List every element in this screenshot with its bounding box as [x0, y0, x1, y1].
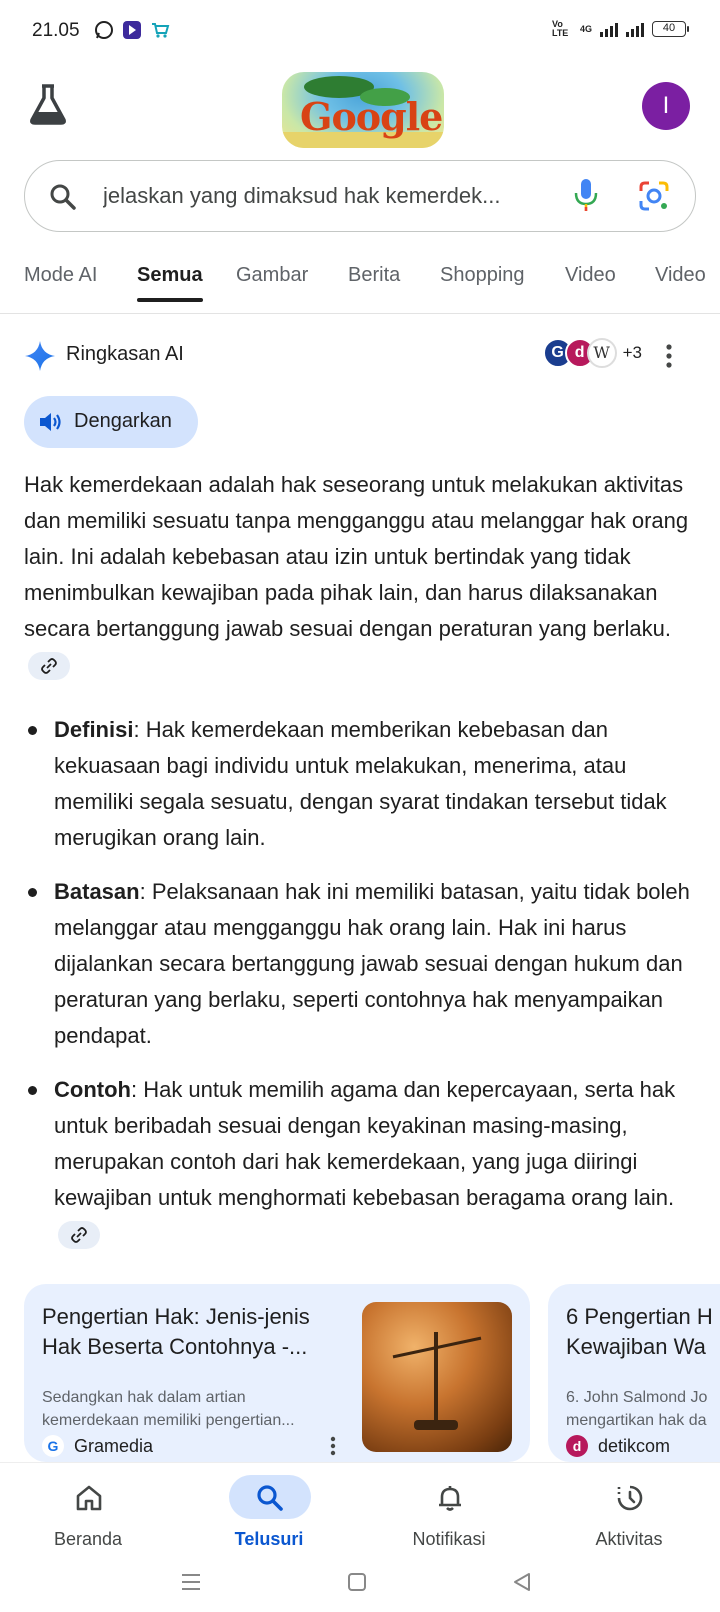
tab-berita[interactable]: Berita — [348, 264, 401, 286]
back-icon[interactable] — [512, 1572, 532, 1592]
search-icon — [255, 1483, 285, 1513]
intro-text: Hak kemerdekaan adalah hak seseorang untuk melakukan aktivitas dan memiliki sesuatu tanpa mengganggu atau melanggar hak orang lain. Ini adalah kebebasan atau izin untuk bertindak yang tidak menimbulkan kewajiban pada pihak lain, dan harus dilaksanakan secara bertanggung jawab sesuai dengan peraturan yang berlaku. — [24, 472, 689, 641]
home-button-icon[interactable] — [347, 1572, 367, 1592]
recent-apps-icon[interactable] — [180, 1572, 202, 1592]
network-type: 4G — [579, 24, 592, 34]
card-source-name: Gramedia — [74, 1435, 154, 1456]
card-more-icon[interactable] — [330, 1436, 336, 1456]
search-box[interactable] — [24, 160, 696, 232]
tab-active-indicator — [137, 298, 203, 302]
link-icon — [71, 1227, 87, 1243]
gramedia-logo-icon: G — [42, 1435, 64, 1457]
volte-label: Vo LTE — [551, 19, 569, 38]
more-options-icon[interactable] — [666, 344, 672, 368]
card-source — [42, 1434, 153, 1458]
tab-video-2[interactable]: Video — [655, 264, 706, 286]
bullet-term: Batasan — [54, 879, 140, 904]
listen-label: Dengarkan — [74, 410, 172, 432]
card-snippet-line: 6. John Salmond Jo — [566, 1389, 708, 1406]
status-time: 21.05 — [32, 20, 80, 41]
ai-overview-header — [24, 336, 696, 376]
status-app-icons — [94, 20, 170, 40]
source-cards — [24, 1284, 720, 1462]
video-app-icon — [122, 20, 142, 40]
bullet-batasan — [24, 874, 700, 1054]
source-detik-icon: d — [565, 338, 595, 368]
card-title: Pengertian Hak: Jenis-jenis Hak Beserta Contohnya -... — [42, 1304, 310, 1359]
top-bar — [0, 66, 720, 152]
google-doodle[interactable] — [282, 72, 444, 148]
status-bar — [0, 0, 720, 66]
bullet-text: : Hak kemerdekaan memberikan kebebasan dan kekuasaan bagi individu untuk melakukan, menerima, atau memiliki segala sesuatu, dengan syarat tindakan tersebut tidak merugikan orang lain. — [54, 717, 667, 850]
tab-video[interactable]: Video — [565, 264, 616, 286]
listen-button[interactable] — [24, 396, 198, 448]
source-wikipedia-icon: W — [587, 338, 617, 368]
search-tabs — [0, 258, 720, 314]
tab-semua-label: Semua — [137, 264, 203, 286]
citation-link-chip[interactable] — [58, 1221, 100, 1249]
bell-icon — [435, 1483, 465, 1513]
battery-level: 40 — [662, 22, 676, 34]
card-source — [566, 1434, 670, 1458]
google-lens-icon[interactable] — [637, 179, 671, 213]
ai-overview-title: Ringkasan AI — [66, 343, 184, 365]
card-snippet — [566, 1386, 720, 1432]
scale-base — [414, 1420, 458, 1430]
tab-mode-ai[interactable]: Mode AI — [24, 264, 98, 286]
bullet-text: : Pelaksanaan hak ini memiliki batasan, yaitu tidak boleh melanggar atau mengganggu hak orang lain. Hak ini harus dijalankan secara bertanggung jawab sesuai dengan hukum dan peraturan yang berlaku, seperti contohnya hak menyampaikan pendapat. — [54, 879, 690, 1048]
bullet-contoh — [24, 1072, 700, 1252]
nav-beranda[interactable] — [18, 1471, 158, 1551]
card-snippet: Sedangkan hak dalam artian kemerdekaan memiliki pengertian... — [42, 1389, 295, 1429]
source-card[interactable] — [24, 1284, 530, 1462]
bullet-definisi — [24, 712, 700, 856]
battery-icon — [652, 21, 686, 37]
nav-telusuri[interactable] — [199, 1471, 339, 1551]
bullet-text: : Hak untuk memilih agama dan kepercayaan, serta hak untuk beribadah sesuai dengan keyakinan masing-masing, merupakan contoh dari hak kemerdekaan, yang juga diiringi kewajiban untuk menghormati kebebasan beragama orang lain. — [54, 1077, 676, 1210]
search-query[interactable]: jelaskan yang dimaksud hak kemerdek... — [103, 183, 501, 208]
nav-notifikasi[interactable] — [379, 1471, 519, 1551]
source-gramedia-icon: G — [543, 338, 573, 368]
signal-icon — [600, 21, 618, 37]
link-icon — [41, 658, 57, 674]
labs-flask-icon[interactable] — [28, 82, 68, 126]
bullet-term: Definisi — [54, 717, 134, 742]
tab-shopping[interactable]: Shopping — [440, 264, 525, 286]
nav-aktivitas[interactable] — [559, 1471, 699, 1551]
tab-gambar[interactable]: Gambar — [236, 264, 309, 286]
tab-semua[interactable] — [137, 264, 203, 287]
whatsapp-icon — [94, 20, 114, 40]
nav-label: Notifikasi — [412, 1529, 486, 1549]
nav-label: Beranda — [53, 1529, 123, 1549]
account-avatar[interactable]: I — [642, 82, 690, 130]
status-right — [552, 20, 686, 38]
citation-link-chip[interactable] — [28, 652, 70, 680]
card-title-line: Kewajiban Wa — [566, 1334, 706, 1359]
home-icon — [74, 1483, 104, 1513]
detik-logo-icon: d — [566, 1435, 588, 1457]
microphone-icon[interactable] — [573, 177, 599, 215]
search-icon — [49, 183, 77, 211]
nav-label: Telusuri — [234, 1529, 304, 1549]
ai-overview-intro — [24, 467, 700, 683]
bottom-navigation — [0, 1462, 720, 1558]
card-title — [566, 1302, 720, 1362]
card-source-name: detikcom — [598, 1435, 671, 1456]
bullet-term: Contoh — [54, 1077, 131, 1102]
ai-sparkle-icon — [24, 340, 56, 372]
speaker-icon — [38, 410, 64, 434]
source-card[interactable] — [548, 1284, 720, 1462]
doodle-logo-text: Google — [300, 94, 443, 139]
history-icon — [615, 1483, 645, 1513]
card-title-line: 6 Pengertian H — [566, 1304, 713, 1329]
card-thumbnail-scales — [362, 1302, 512, 1452]
system-navigation — [0, 1558, 720, 1612]
signal-icon-2 — [626, 21, 644, 37]
ai-sources-stack[interactable] — [543, 338, 642, 368]
nav-label: Aktivitas — [595, 1529, 663, 1549]
card-snippet-line: mengartikan hak da — [566, 1412, 707, 1429]
shop-app-icon — [150, 20, 170, 40]
sources-count: +3 — [622, 343, 642, 362]
ai-overview-bullets — [24, 712, 700, 1270]
